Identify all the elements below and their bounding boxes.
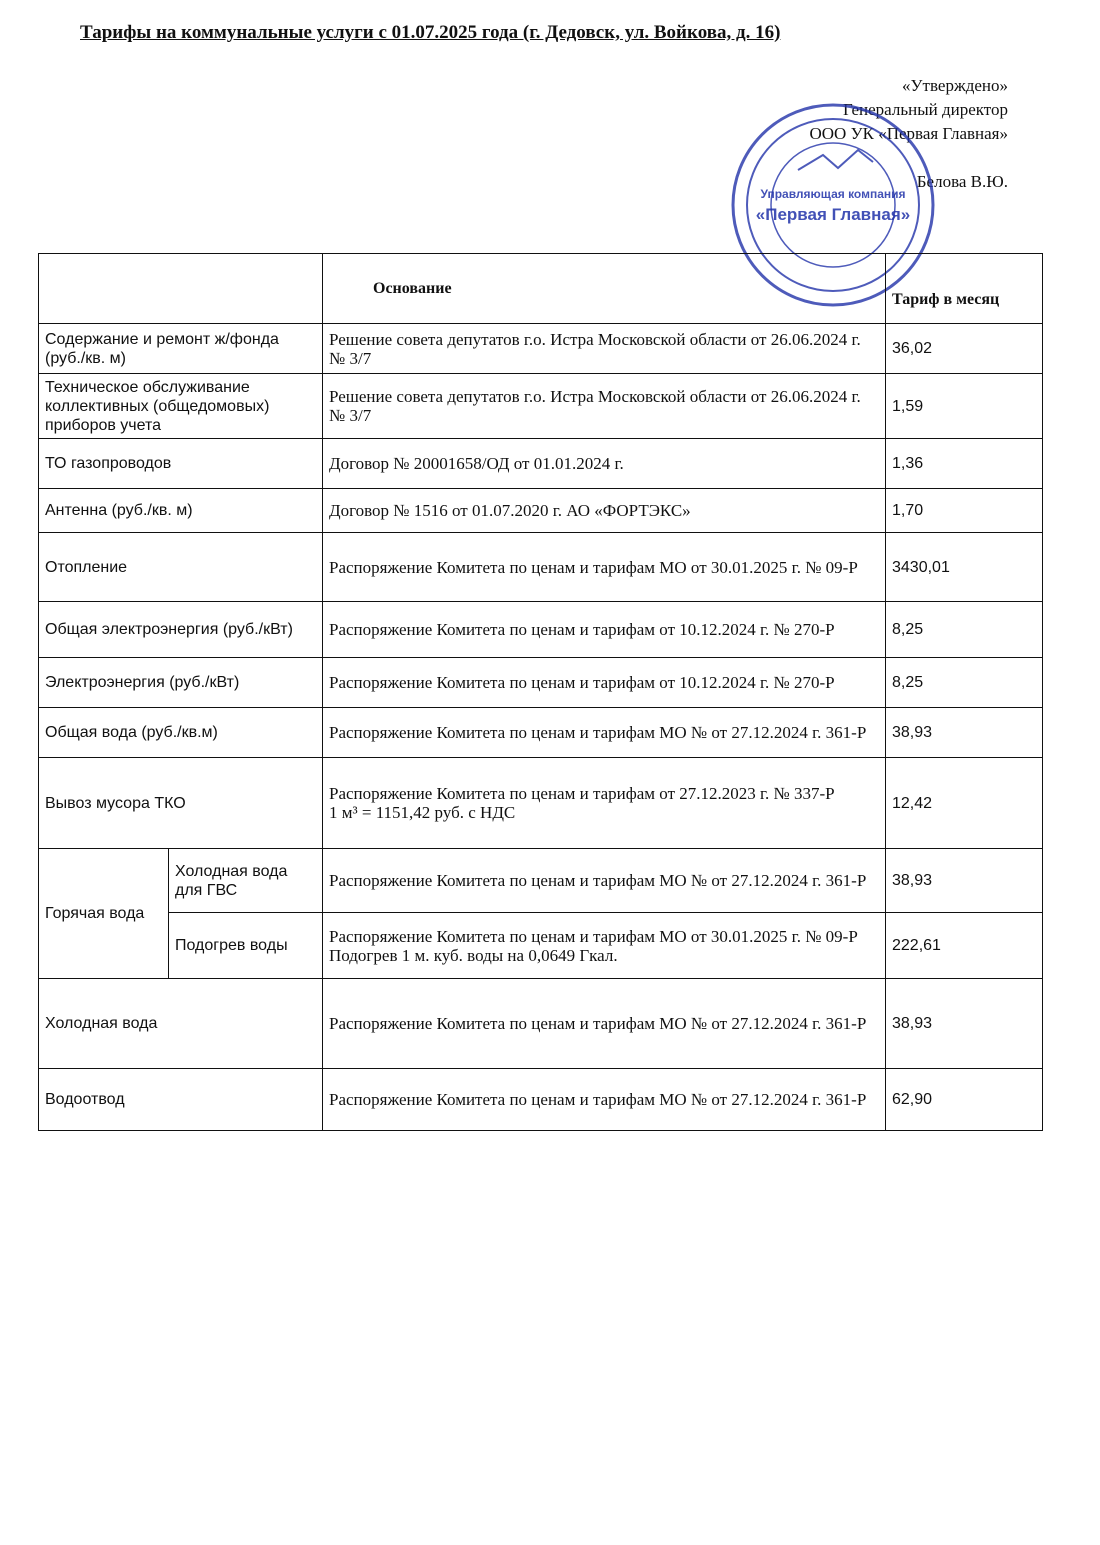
- svg-text:«Первая Главная»: «Первая Главная»: [755, 205, 911, 224]
- tariff-cell: 36,02: [886, 324, 1043, 374]
- tariff-cell: 38,93: [886, 708, 1043, 758]
- tariff-cell: 1,70: [886, 489, 1043, 533]
- service-cell: Общая электроэнергия (руб./кВт): [39, 602, 323, 658]
- basis-cell: Распоряжение Комитета по ценам и тарифам МО от 30.01.2025 г. № 09-Р Подогрев 1 м. куб. воды на 0,0649 Гкал.: [323, 913, 886, 979]
- basis-cell: Распоряжение Комитета по ценам и тарифам от 27.12.2023 г. № 337-Р 1 м³ = 1151,42 руб. с НДС: [323, 758, 886, 849]
- tariff-cell: 38,93: [886, 979, 1043, 1069]
- basis-cell: Распоряжение Комитета по ценам и тарифам МО № от 27.12.2024 г. 361-Р: [323, 708, 886, 758]
- tariff-cell: 38,93: [886, 849, 1043, 913]
- service-cell: Вывоз мусора ТКО: [39, 758, 323, 849]
- header-tariff: Тариф в месяц: [886, 254, 1043, 324]
- table-row: [39, 708, 1043, 758]
- service-cell: ТО газопроводов: [39, 439, 323, 489]
- table-header-row: [39, 254, 1043, 324]
- table-row: [39, 602, 1043, 658]
- table-row: [39, 1069, 1043, 1131]
- table-row: [39, 439, 1043, 489]
- tariff-cell: 8,25: [886, 658, 1043, 708]
- tariffs-table: [38, 253, 1043, 1131]
- table-row: [39, 979, 1043, 1069]
- service-cell: Холодная вода: [39, 979, 323, 1069]
- basis-cell: Распоряжение Комитета по ценам и тарифам от 10.12.2024 г. № 270-Р: [323, 602, 886, 658]
- table-row: [39, 758, 1043, 849]
- table-row: [39, 913, 1043, 979]
- basis-cell: Распоряжение Комитета по ценам и тарифам МО № от 27.12.2024 г. 361-Р: [323, 979, 886, 1069]
- tariff-cell: 8,25: [886, 602, 1043, 658]
- header-basis: Основание: [323, 254, 886, 324]
- header-service: [39, 254, 323, 324]
- approval-signer: Белова В.Ю.: [916, 172, 1008, 191]
- table-row: [39, 533, 1043, 602]
- service-cell: Электроэнергия (руб./кВт): [39, 658, 323, 708]
- approval-company: ООО УК «Первая Главная»: [809, 124, 1008, 143]
- basis-cell: Распоряжение Комитета по ценам и тарифам МО № от 27.12.2024 г. 361-Р: [323, 849, 886, 913]
- basis-cell: Распоряжение Комитета по ценам и тарифам МО № от 27.12.2024 г. 361-Р: [323, 1069, 886, 1131]
- tariff-cell: 3430,01: [886, 533, 1043, 602]
- service-cell: Холодная вода для ГВС: [169, 849, 323, 913]
- tariff-cell: 1,59: [886, 374, 1043, 439]
- approval-position: Генеральный директор: [842, 100, 1008, 119]
- tariff-cell: 1,36: [886, 439, 1043, 489]
- table-row: [39, 374, 1043, 439]
- basis-cell: Решение совета депутатов г.о. Истра Московской области от 26.06.2024 г. № 3/7: [323, 324, 886, 374]
- hot-water-group-cell: Горячая вода: [39, 849, 169, 979]
- basis-cell: Распоряжение Комитета по ценам и тарифам МО от 30.01.2025 г. № 09-Р: [323, 533, 886, 602]
- approval-label: «Утверждено»: [902, 76, 1008, 95]
- table-row: [39, 489, 1043, 533]
- tariff-cell: 222,61: [886, 913, 1043, 979]
- service-cell: Содержание и ремонт ж/фонда (руб./кв. м): [39, 324, 323, 374]
- document-title: Тарифы на коммунальные услуги с 01.07.2025 года (г. Дедовск, ул. Войкова, д. 16): [80, 22, 781, 43]
- service-cell: Антенна (руб./кв. м): [39, 489, 323, 533]
- basis-cell: Договор № 20001658/ОД от 01.01.2024 г.: [323, 439, 886, 489]
- tariff-cell: 12,42: [886, 758, 1043, 849]
- basis-cell: Распоряжение Комитета по ценам и тарифам от 10.12.2024 г. № 270-Р: [323, 658, 886, 708]
- table-row: [39, 849, 1043, 913]
- service-cell: Водоотвод: [39, 1069, 323, 1131]
- svg-text:Управляющая компания: Управляющая компания: [760, 187, 906, 201]
- basis-cell: Решение совета депутатов г.о. Истра Московской области от 26.06.2024 г. № 3/7: [323, 374, 886, 439]
- service-cell: Техническое обслуживание коллективных (общедомовых) приборов учета: [39, 374, 323, 439]
- table-row: [39, 658, 1043, 708]
- tariff-cell: 62,90: [886, 1069, 1043, 1131]
- service-cell: Общая вода (руб./кв.м): [39, 708, 323, 758]
- service-cell: Отопление: [39, 533, 323, 602]
- table-row: [39, 324, 1043, 374]
- service-cell: Подогрев воды: [169, 913, 323, 979]
- basis-cell: Договор № 1516 от 01.07.2020 г. АО «ФОРТЭКС»: [323, 489, 886, 533]
